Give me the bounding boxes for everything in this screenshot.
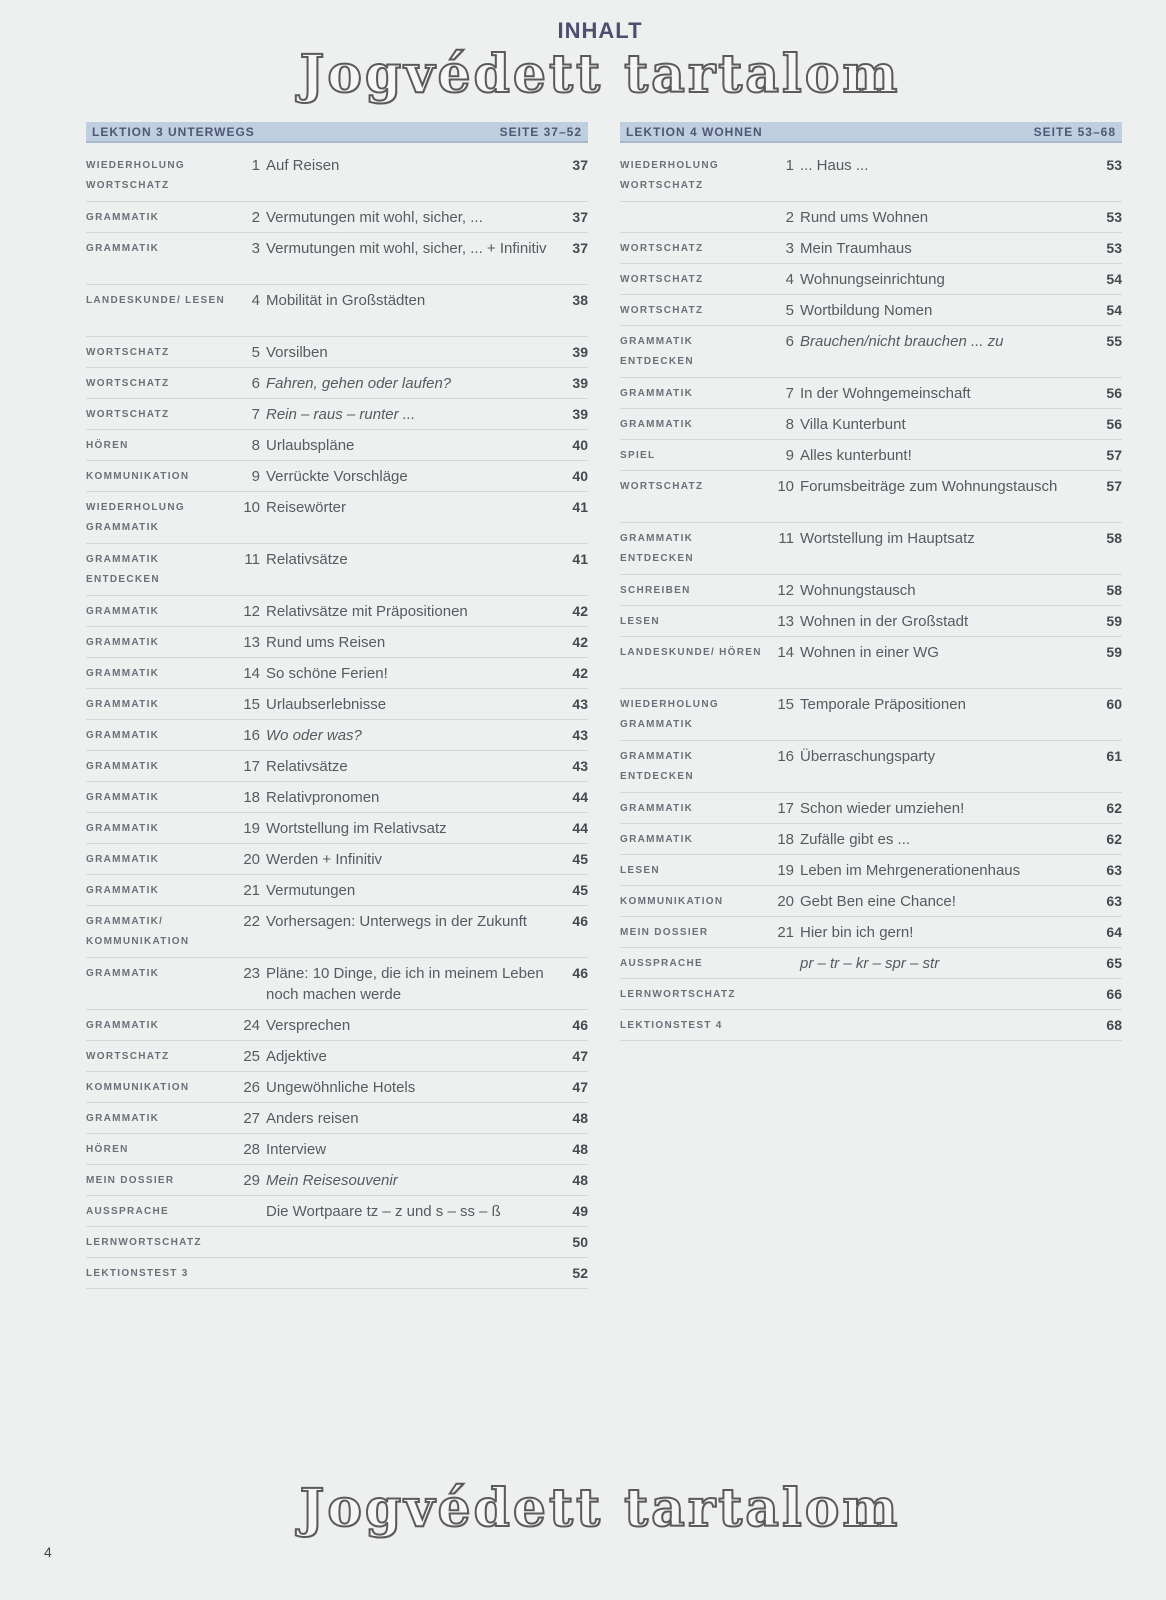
category-label: GRAMMATIK	[620, 834, 694, 845]
category-label: GRAMMATIK	[86, 1020, 160, 1031]
toc-row	[86, 720, 588, 751]
category-label: WORTSCHATZ	[620, 274, 704, 285]
toc-row	[620, 793, 1122, 824]
toc-row	[86, 150, 588, 202]
category-label: GRAMMATIK	[86, 668, 160, 679]
exercise-title: Mobilität in Großstädten	[266, 292, 426, 309]
toc-row	[86, 627, 588, 658]
exercise-title: Wortstellung im Hauptsatz	[800, 530, 975, 547]
toc-row	[620, 409, 1122, 440]
exercise-number: 2	[251, 209, 260, 226]
category-label: WIEDERHOLUNG WORTSCHATZ	[620, 160, 719, 191]
category-label: GRAMMATIK ENTDECKEN	[620, 533, 694, 564]
toc-row	[86, 875, 588, 906]
toc-row	[86, 782, 588, 813]
exercise-number: 12	[243, 603, 260, 620]
exercise-number: 27	[243, 1110, 260, 1127]
toc-list	[620, 150, 1122, 1041]
exercise-number: 4	[785, 271, 794, 288]
exercise-number: 25	[243, 1048, 260, 1065]
exercise-title: Wohnen in der Großstadt	[800, 613, 969, 630]
page-ref: 54	[1106, 302, 1122, 318]
page-ref: 62	[1106, 800, 1122, 816]
watermark-bottom: Jogvédett tartalom	[299, 1478, 901, 1539]
exercise-number: 28	[243, 1141, 260, 1158]
exercise-title: Gebt Ben eine Chance!	[800, 893, 956, 910]
category-label: GRAMMATIK	[620, 388, 694, 399]
category-label: WORTSCHATZ	[86, 1051, 170, 1062]
page-ref: 44	[572, 789, 588, 805]
toc-row	[620, 741, 1122, 793]
exercise-title: Brauchen/nicht brauchen ... zu	[800, 333, 1004, 350]
page-title: INHALT	[557, 18, 643, 43]
exercise-title: Leben im Mehrgenerationenhaus	[800, 862, 1021, 879]
toc-row	[86, 813, 588, 844]
exercise-title: Anders reisen	[266, 1110, 359, 1127]
category-label: GRAMMATIK	[86, 730, 160, 741]
exercise-title: Wo oder was?	[266, 727, 362, 744]
page-ref: 42	[572, 603, 588, 619]
exercise-number: 7	[785, 385, 794, 402]
page-ref: 55	[1106, 333, 1122, 349]
exercise-number: 3	[251, 240, 260, 257]
page-ref: 64	[1106, 924, 1122, 940]
exercise-title: Interview	[266, 1141, 327, 1158]
category-label: KOMMUNIKATION	[86, 1082, 190, 1093]
page-ref: 66	[1106, 986, 1122, 1002]
toc-row	[620, 689, 1122, 741]
toc-row	[86, 1258, 588, 1289]
category-label: KOMMUNIKATION	[86, 471, 190, 482]
toc-row	[620, 824, 1122, 855]
exercise-title: In der Wohngemeinschaft	[800, 385, 971, 402]
toc-row	[620, 1010, 1122, 1041]
exercise-number: 6	[785, 333, 794, 350]
exercise-number: 26	[243, 1079, 260, 1096]
exercise-title: Alles kunterbunt!	[800, 447, 912, 464]
category-label: WORTSCHATZ	[86, 409, 170, 420]
category-label: WORTSCHATZ	[86, 378, 170, 389]
exercise-number: 4	[251, 292, 260, 309]
page-ref: 48	[572, 1110, 588, 1126]
page-ref: 37	[572, 240, 588, 256]
exercise-title: Überraschungsparty	[800, 748, 936, 765]
exercise-number: 8	[251, 437, 260, 454]
toc-row	[86, 430, 588, 461]
exercise-title: So schöne Ferien!	[266, 665, 388, 682]
category-label: LEKTIONSTEST 3	[86, 1268, 189, 1279]
page-ref: 39	[572, 406, 588, 422]
category-label: WORTSCHATZ	[86, 347, 170, 358]
page-ref: 46	[572, 965, 588, 981]
toc-column-lesson-3	[86, 122, 588, 1289]
page-ref: 46	[572, 913, 588, 929]
page-ref: 59	[1106, 644, 1122, 660]
category-label: GRAMMATIK	[86, 761, 160, 772]
category-label: GRAMMATIK	[86, 792, 160, 803]
exercise-title: Adjektive	[266, 1048, 327, 1065]
exercise-title: Forumsbeiträge zum Wohnungstausch	[800, 478, 1058, 495]
exercise-number: 5	[785, 302, 794, 319]
exercise-title: Versprechen	[266, 1017, 351, 1034]
category-label: AUSSPRACHE	[620, 958, 704, 969]
toc-row	[86, 844, 588, 875]
exercise-number: 23	[243, 965, 260, 982]
exercise-number: 18	[243, 789, 260, 806]
page-ref: 39	[572, 375, 588, 391]
toc-list	[86, 150, 588, 1289]
page-ref: 40	[572, 437, 588, 453]
page-ref: 40	[572, 468, 588, 484]
exercise-number: 22	[243, 913, 260, 930]
page-ref: 46	[572, 1017, 588, 1033]
exercise-number: 9	[251, 468, 260, 485]
toc-row	[86, 1072, 588, 1103]
exercise-number: 20	[243, 851, 260, 868]
toc-row	[86, 1134, 588, 1165]
page-ref: 63	[1106, 862, 1122, 878]
toc-row	[86, 751, 588, 782]
page-ref: 38	[572, 292, 588, 308]
exercise-title: Urlaubserlebnisse	[266, 696, 387, 713]
toc-row	[620, 606, 1122, 637]
exercise-title: Werden + Infinitiv	[266, 851, 383, 868]
lesson-pages: SEITE 53–68	[1033, 124, 1116, 139]
category-label: LERNWORTSCHATZ	[86, 1237, 202, 1248]
exercise-number: 13	[777, 613, 794, 630]
category-label: GRAMMATIK	[86, 212, 160, 223]
exercise-title: Relativpronomen	[266, 789, 380, 806]
toc-row	[86, 1165, 588, 1196]
lesson-pages: SEITE 37–52	[499, 124, 582, 139]
toc-row	[620, 855, 1122, 886]
category-label: HÖREN	[86, 440, 129, 451]
page-ref: 61	[1106, 748, 1122, 764]
exercise-title: Wohnen in einer WG	[800, 644, 939, 661]
page-ref: 43	[572, 727, 588, 743]
toc-row	[620, 886, 1122, 917]
page-ref: 63	[1106, 893, 1122, 909]
exercise-title: Urlaubspläne	[266, 437, 355, 454]
exercise-title: Vermutungen	[266, 882, 356, 899]
exercise-number: 29	[243, 1172, 260, 1189]
exercise-number: 7	[251, 406, 260, 423]
page-ref: 53	[1106, 209, 1122, 225]
exercise-title: pr – tr – kr – spr – str	[800, 955, 940, 972]
page-ref: 56	[1106, 385, 1122, 401]
exercise-number: 17	[243, 758, 260, 775]
exercise-number: 5	[251, 344, 260, 361]
exercise-title: Wortstellung im Relativsatz	[266, 820, 447, 837]
page-ref: 45	[572, 882, 588, 898]
category-label: SPIEL	[620, 450, 656, 461]
page-ref: 41	[572, 499, 588, 515]
exercise-title: Rund ums Reisen	[266, 634, 386, 651]
exercise-number: 1	[785, 157, 794, 174]
page-ref: 49	[572, 1203, 588, 1219]
watermark-top: Jogvédett tartalom	[299, 44, 901, 105]
toc-row	[86, 906, 588, 958]
exercise-number: 15	[243, 696, 260, 713]
category-label: GRAMMATIK	[86, 968, 160, 979]
toc-row	[86, 1196, 588, 1227]
exercise-title: Rund ums Wohnen	[800, 209, 929, 226]
toc-row	[620, 150, 1122, 202]
page-ref: 62	[1106, 831, 1122, 847]
exercise-number: 10	[777, 478, 794, 495]
category-label: GRAMMATIK	[620, 419, 694, 430]
toc-row	[86, 958, 588, 1010]
page-number: 4	[44, 1544, 52, 1560]
toc-row	[86, 233, 588, 285]
page-ref: 53	[1106, 240, 1122, 256]
page-ref: 48	[572, 1141, 588, 1157]
page-ref: 65	[1106, 955, 1122, 971]
exercise-number: 6	[251, 375, 260, 392]
exercise-title: Pläne: 10 Dinge, die ich in meinem Leben noch machen werde	[266, 965, 544, 1003]
category-label: LEKTIONSTEST 4	[620, 1020, 723, 1031]
toc-row	[620, 637, 1122, 689]
page-ref: 52	[572, 1265, 588, 1281]
toc-row	[86, 202, 588, 233]
category-label: GRAMMATIK ENTDECKEN	[86, 554, 160, 585]
page-ref: 53	[1106, 157, 1122, 173]
exercise-title: Zufälle gibt es ...	[800, 831, 911, 848]
page-ref: 45	[572, 851, 588, 867]
page-ref: 42	[572, 665, 588, 681]
category-label: LERNWORTSCHATZ	[620, 989, 736, 1000]
exercise-number: 11	[778, 530, 794, 547]
exercise-number: 19	[777, 862, 794, 879]
toc-row	[620, 575, 1122, 606]
exercise-number: 19	[243, 820, 260, 837]
category-label: AUSSPRACHE	[86, 1206, 170, 1217]
category-label: GRAMMATIK	[86, 854, 160, 865]
exercise-number: 12	[777, 582, 794, 599]
toc-row	[86, 285, 588, 337]
exercise-number: 1	[251, 157, 260, 174]
toc-row	[86, 1041, 588, 1072]
lesson-title: LEKTION 3 UNTERWEGS	[92, 124, 255, 139]
exercise-number: 8	[785, 416, 794, 433]
page-ref: 68	[1106, 1017, 1122, 1033]
toc-row	[620, 471, 1122, 523]
category-label: WIEDERHOLUNG WORTSCHATZ	[86, 160, 185, 191]
toc-row	[620, 378, 1122, 409]
exercise-title: Schon wieder umziehen!	[800, 800, 965, 817]
exercise-number: 16	[243, 727, 260, 744]
toc-row	[86, 368, 588, 399]
category-label: LANDESKUNDE/ HÖREN	[620, 647, 762, 658]
exercise-number: 24	[243, 1017, 260, 1034]
toc-row	[86, 399, 588, 430]
category-label: KOMMUNIKATION	[620, 896, 724, 907]
exercise-number: 18	[777, 831, 794, 848]
exercise-title: Wortbildung Nomen	[800, 302, 933, 319]
toc-row	[86, 596, 588, 627]
category-label: GRAMMATIK	[86, 885, 160, 896]
page-ref: 37	[572, 157, 588, 173]
page-ref: 42	[572, 634, 588, 650]
exercise-number: 14	[777, 644, 794, 661]
exercise-title: Wohnungstausch	[800, 582, 916, 599]
exercise-title: Vorsilben	[266, 344, 328, 361]
page-ref: 60	[1106, 696, 1122, 712]
page-ref: 59	[1106, 613, 1122, 629]
page-ref: 56	[1106, 416, 1122, 432]
exercise-number: 16	[777, 748, 794, 765]
exercise-number: 13	[243, 634, 260, 651]
page-ref: 47	[572, 1079, 588, 1095]
exercise-number: 20	[777, 893, 794, 910]
exercise-title: Villa Kunterbunt	[800, 416, 906, 433]
exercise-title: Fahren, gehen oder laufen?	[266, 375, 452, 392]
exercise-title: Relativsätze	[266, 758, 348, 775]
category-label: LANDESKUNDE/ LESEN	[86, 295, 225, 306]
toc-row	[620, 233, 1122, 264]
page-ref: 58	[1106, 582, 1122, 598]
toc-row	[86, 337, 588, 368]
category-label: WIEDERHOLUNG GRAMMATIK	[86, 502, 185, 533]
toc-row	[86, 1103, 588, 1134]
toc-row	[620, 948, 1122, 979]
category-label: MEIN DOSSIER	[86, 1175, 175, 1186]
exercise-title: Vermutungen mit wohl, sicher, ... + Infinitiv	[266, 240, 547, 257]
toc-row	[86, 544, 588, 596]
toc-row	[86, 1227, 588, 1258]
exercise-number: 15	[777, 696, 794, 713]
category-label: LESEN	[620, 865, 660, 876]
page-ref: 54	[1106, 271, 1122, 287]
page-ref: 41	[572, 551, 588, 567]
exercise-title: Relativsätze mit Präpositionen	[266, 603, 468, 620]
toc-row	[86, 658, 588, 689]
toc-row	[620, 440, 1122, 471]
category-label: WORTSCHATZ	[620, 305, 704, 316]
exercise-title: Rein – raus – runter ...	[266, 406, 416, 423]
category-label: GRAMMATIK ENTDECKEN	[620, 751, 694, 782]
lesson-title: LEKTION 4 WOHNEN	[626, 124, 763, 139]
exercise-number: 17	[777, 800, 794, 817]
exercise-title: ... Haus ...	[800, 157, 869, 174]
page-ref: 37	[572, 209, 588, 225]
toc-row	[620, 979, 1122, 1010]
exercise-title: Mein Traumhaus	[800, 240, 912, 257]
exercise-number: 9	[785, 447, 794, 464]
category-label: GRAMMATIK	[86, 637, 160, 648]
page-ref: 48	[572, 1172, 588, 1188]
exercise-title: Hier bin ich gern!	[800, 924, 914, 941]
category-label: GRAMMATIK	[620, 803, 694, 814]
category-label: GRAMMATIK	[86, 243, 160, 254]
lesson-header	[620, 122, 1122, 143]
page-ref: 44	[572, 820, 588, 836]
exercise-number: 21	[777, 924, 794, 941]
page-ref: 58	[1106, 530, 1122, 546]
toc-row	[620, 523, 1122, 575]
page-ref: 39	[572, 344, 588, 360]
category-label: GRAMMATIK	[86, 823, 160, 834]
category-label: GRAMMATIK	[86, 1113, 160, 1124]
exercise-number: 2	[785, 209, 794, 226]
toc-column-lesson-4	[620, 122, 1122, 1041]
exercise-title: Vermutungen mit wohl, sicher, ...	[266, 209, 483, 226]
category-label: GRAMMATIK	[86, 606, 160, 617]
category-label: SCHREIBEN	[620, 585, 691, 596]
exercise-title: Mein Reisesouvenir	[266, 1172, 398, 1189]
toc-row	[620, 326, 1122, 378]
toc-row	[620, 295, 1122, 326]
toc-row	[86, 1010, 588, 1041]
exercise-title: Vorhersagen: Unterwegs in der Zukunft	[266, 913, 527, 930]
exercise-title: Temporale Präpositionen	[800, 696, 966, 713]
exercise-number: 3	[785, 240, 794, 257]
page-ref: 43	[572, 758, 588, 774]
page-ref: 47	[572, 1048, 588, 1064]
toc-row	[86, 492, 588, 544]
toc-row	[86, 689, 588, 720]
category-label: WORTSCHATZ	[620, 243, 704, 254]
exercise-title: Auf Reisen	[266, 157, 340, 174]
category-label: LESEN	[620, 616, 660, 627]
exercise-title: Relativsätze	[266, 551, 348, 568]
page-ref: 57	[1106, 478, 1122, 494]
exercise-number: 14	[243, 665, 260, 682]
category-label: WIEDERHOLUNG GRAMMATIK	[620, 699, 719, 730]
exercise-number: 10	[243, 499, 260, 516]
category-label: HÖREN	[86, 1144, 129, 1155]
lesson-header	[86, 122, 588, 143]
toc-row	[620, 202, 1122, 233]
page-ref: 50	[572, 1234, 588, 1250]
category-label: GRAMMATIK	[86, 699, 160, 710]
exercise-title: Ungewöhnliche Hotels	[266, 1079, 416, 1096]
exercise-title: Die Wortpaare tz – z und s – ss – ß	[266, 1203, 501, 1220]
category-label: WORTSCHATZ	[620, 481, 704, 492]
category-label: GRAMMATIK ENTDECKEN	[620, 336, 694, 367]
toc-row	[620, 917, 1122, 948]
category-label	[620, 207, 768, 208]
exercise-title: Verrückte Vorschläge	[266, 468, 408, 485]
exercise-title: Reisewörter	[266, 499, 347, 516]
toc-row	[620, 264, 1122, 295]
exercise-number: 21	[243, 882, 260, 899]
exercise-number: 11	[244, 551, 260, 568]
category-label: GRAMMATIK/ KOMMUNIKATION	[86, 916, 190, 947]
page-ref: 43	[572, 696, 588, 712]
exercise-title: Wohnungseinrichtung	[800, 271, 945, 288]
toc-row	[86, 461, 588, 492]
category-label: MEIN DOSSIER	[620, 927, 709, 938]
page-ref: 57	[1106, 447, 1122, 463]
